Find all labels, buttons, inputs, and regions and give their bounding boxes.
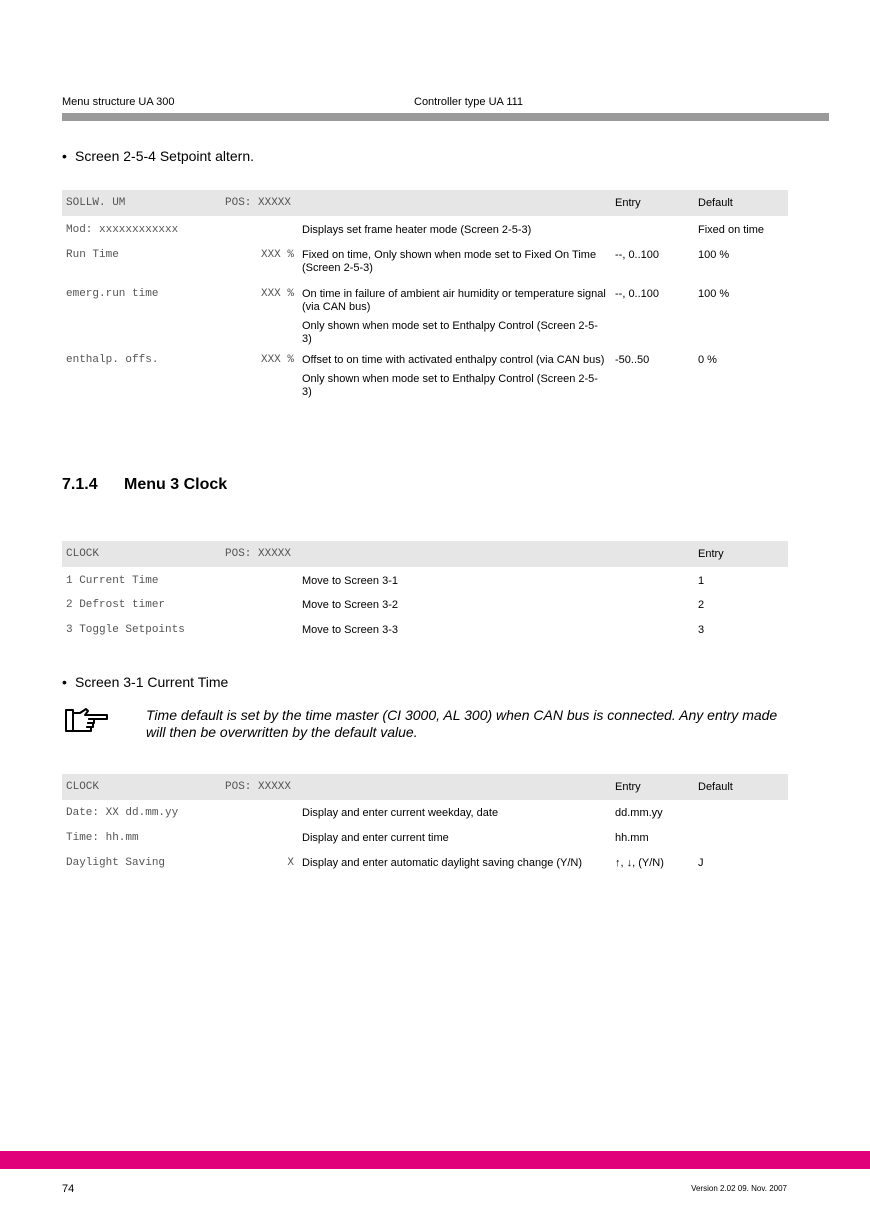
row-value: XXX % [260, 288, 294, 300]
footer-accent-bar [0, 1151, 870, 1169]
row-value [221, 825, 298, 850]
row-value [221, 216, 298, 242]
section-title: Menu 3 Clock [124, 476, 228, 493]
description-line: On time in failure of ambient air humidity or temperature signal (via CAN bus) [302, 288, 606, 313]
setpoint-table [62, 190, 788, 405]
table-header [62, 774, 788, 800]
table-row [62, 800, 788, 825]
row-default [694, 800, 788, 825]
row-entry [611, 216, 694, 242]
bullet-heading-current-time [62, 674, 228, 690]
note-text: Time default is set by the time master (CI 3000, AL 300) when CAN bus is connected. Any entry made will then be overwritten by the default value. [146, 707, 778, 740]
table-header [62, 541, 788, 567]
row-label: 2 Defrost timer [66, 599, 166, 611]
row-entry: hh.mm [615, 832, 649, 844]
table-row [62, 352, 788, 405]
table-row [62, 242, 788, 281]
row-description: Displays set frame heater mode (Screen 2-5-3) [302, 224, 532, 236]
header-screen-name: SOLLW. UM [62, 190, 221, 216]
bullet-text: Screen 3-1 Current Time [75, 674, 229, 690]
row-label: 1 Current Time [66, 575, 159, 587]
row-value: XXX % [260, 354, 294, 366]
row-entry: 2 [698, 599, 705, 611]
header-default: Default [694, 190, 788, 216]
row-value: X [287, 857, 294, 869]
row-description: Move to Screen 3-2 [302, 599, 398, 611]
section-number: 7.1.4 [62, 476, 98, 493]
row-description [298, 281, 611, 352]
header-entry: Entry [611, 774, 694, 800]
row-value: XXX % [260, 249, 294, 261]
table-row [62, 281, 788, 352]
row-entry: -50..50 [615, 354, 650, 366]
clock-menu-table [62, 541, 788, 642]
row-entry: dd.mm.yy [615, 807, 663, 819]
page-number: 74 [62, 1183, 75, 1195]
row-default [694, 825, 788, 850]
row-entry: --, 0..100 [615, 249, 660, 261]
row-description: Move to Screen 3-3 [302, 624, 398, 636]
row-label: 3 Toggle Setpoints [66, 624, 185, 636]
row-label: Run Time [66, 249, 119, 261]
header-left: Menu structure UA 300 [62, 96, 175, 108]
header-center: Controller type UA 111 [414, 96, 524, 108]
table-header [62, 190, 788, 216]
row-description: Display and enter automatic daylight saving change (Y/N) [302, 857, 583, 869]
bullet-dot: • [62, 674, 67, 690]
row-entry: ↑, ↓, (Y/N) [615, 857, 664, 869]
header-pos: POS: XXXXX [221, 541, 298, 567]
version-info: Version 2.02 09. Nov. 2007 [691, 1184, 787, 1193]
row-entry: 3 [698, 624, 705, 636]
current-time-table [62, 774, 788, 875]
description-line: Offset to on time with activated enthalpy control (via CAN bus) [302, 354, 605, 366]
section-heading [62, 476, 227, 494]
header-screen-name: CLOCK [62, 541, 221, 567]
bullet-dot: • [62, 148, 67, 164]
pointing-hand-icon [64, 707, 110, 735]
header-default: Default [694, 774, 788, 800]
row-description: Display and enter current weekday, date [302, 807, 499, 819]
header-divider [62, 113, 829, 121]
row-description: Move to Screen 3-1 [302, 575, 398, 587]
row-default: 100 % [698, 249, 730, 261]
table-row [62, 825, 788, 850]
row-description: Fixed on time, Only shown when mode set to Fixed On Time (Screen 2-5-3) [302, 249, 597, 274]
row-default: 100 % [698, 288, 730, 300]
row-label: Date: XX dd.mm.yy [66, 807, 179, 819]
row-label: Daylight Saving [66, 857, 166, 869]
description-note: Only shown when mode set to Enthalpy Control (Screen 2-5-3) [302, 373, 598, 398]
table-row [62, 592, 788, 617]
description-note: Only shown when mode set to Enthalpy Control (Screen 2-5-3) [302, 320, 598, 345]
row-description: Display and enter current time [302, 832, 449, 844]
header-pos: POS: XXXXX [221, 774, 298, 800]
row-label: emerg.run time [66, 288, 159, 300]
header-pos: POS: XXXXX [221, 190, 298, 216]
row-label: Mod: xxxxxxxxxxxx [66, 224, 179, 236]
row-default: Fixed on time [698, 224, 765, 236]
row-label: Time: hh.mm [66, 832, 139, 844]
row-entry: 1 [698, 575, 705, 587]
header-entry: Entry [611, 190, 694, 216]
row-label: enthalp. offs. [66, 354, 159, 366]
header-entry: Entry [694, 541, 788, 567]
row-description [298, 352, 611, 405]
table-row [62, 850, 788, 875]
row-entry: --, 0..100 [615, 288, 660, 300]
row-default: J [698, 857, 704, 869]
row-default: 0 % [698, 354, 717, 366]
row-value [221, 800, 298, 825]
bullet-heading-setpoint [62, 148, 254, 164]
bullet-text: Screen 2-5-4 Setpoint altern. [75, 148, 254, 164]
table-row [62, 617, 788, 642]
table-row [62, 216, 788, 242]
header-screen-name: CLOCK [62, 774, 221, 800]
table-row [62, 567, 788, 592]
